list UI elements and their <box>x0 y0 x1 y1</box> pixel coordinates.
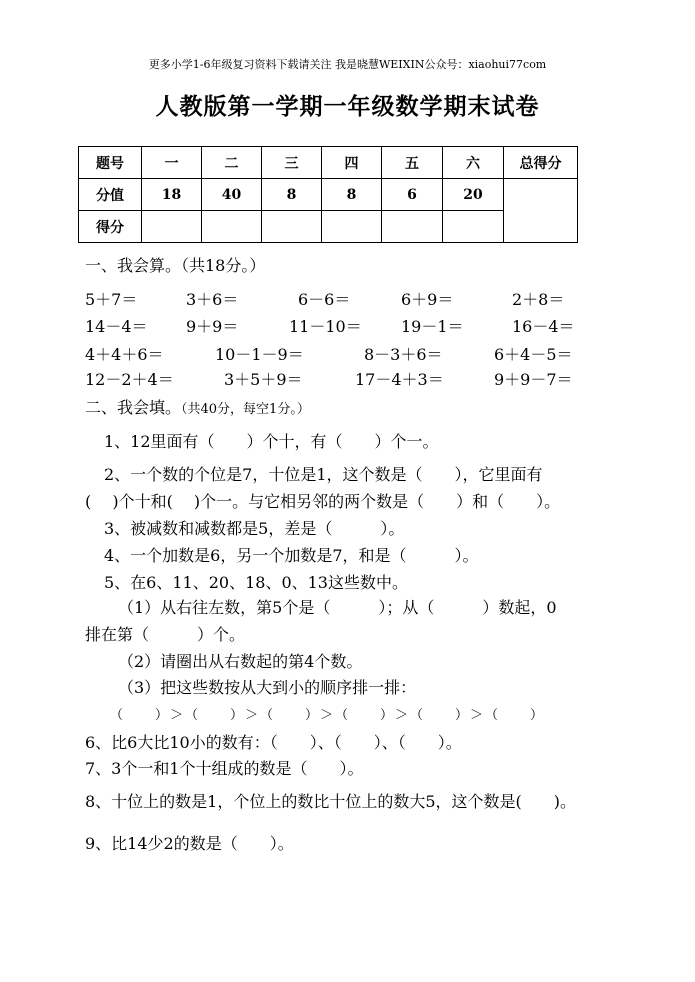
calc-item: 19－1＝ <box>401 317 464 336</box>
calc-item: 17－4＋3＝ <box>355 370 444 389</box>
calc-item: 6－6＝ <box>298 290 351 309</box>
header-cell: 五 <box>382 147 443 179</box>
score-table-score-row <box>79 211 578 243</box>
ordering-blanks: （ ）＞（ ）＞（ ）＞（ ）＞（ ）＞（ ） <box>110 708 546 723</box>
question-2-line2: ( )个十和( )个一。与它相另邻的两个数是（ ）和（ ）。 <box>85 492 561 511</box>
header-note: 更多小学1-6年级复习资料下载请关注 我是晓慧WEIXIN公众号：xiaohui77com <box>148 58 547 71</box>
question-5: 5、在6、11、20、18、0、13这些数中。 <box>104 573 408 592</box>
section2-heading-note: （共40分，每空1分。） <box>181 402 310 417</box>
header-cell: 题号 <box>79 147 142 179</box>
calc-item: 3＋6＝ <box>186 290 239 309</box>
score-table <box>78 146 578 243</box>
calc-item: 9＋9＝ <box>186 317 239 336</box>
value-cell: 6 <box>382 179 443 211</box>
section1-heading: 一、我会算。（共18分。） <box>85 256 266 275</box>
calc-item: 11－10＝ <box>289 317 362 336</box>
question-9: 9、比14少2的数是（ ）。 <box>85 834 294 853</box>
header-cell: 二 <box>202 147 262 179</box>
value-cell: 20 <box>443 179 504 211</box>
score-cell[interactable] <box>142 211 202 243</box>
calc-item: 16－4＝ <box>512 317 575 336</box>
question-5-1-line2: 排在第（ ）个。 <box>85 625 246 644</box>
value-cell: 8 <box>322 179 382 211</box>
section2-heading <box>85 395 310 418</box>
calc-item: 6＋4－5＝ <box>494 345 573 364</box>
calc-item: 10－1－9＝ <box>215 345 304 364</box>
score-cell[interactable] <box>202 211 262 243</box>
calc-item: 4＋4＋6＝ <box>85 345 164 364</box>
value-label: 分值 <box>79 179 142 211</box>
score-cell[interactable] <box>262 211 322 243</box>
calc-item: 2＋8＝ <box>512 290 565 309</box>
score-table-value-row <box>79 179 578 211</box>
header-cell: 总得分 <box>504 147 578 179</box>
score-cell[interactable] <box>382 211 443 243</box>
value-cell: 8 <box>262 179 322 211</box>
header-cell: 三 <box>262 147 322 179</box>
header-cell: 六 <box>443 147 504 179</box>
calc-item: 3＋5＋9＝ <box>224 370 303 389</box>
question-2-line1: 2、一个数的个位是7，十位是1，这个数是（ ），它里面有 <box>104 465 543 484</box>
question-3: 3、被减数和减数都是5，差是（ ）。 <box>104 519 405 538</box>
section2-heading-text: 二、我会填。 <box>85 398 182 417</box>
score-table-header-row <box>79 147 578 179</box>
calc-item: 6＋9＝ <box>401 290 454 309</box>
question-5-1-line1: （1）从右往左数，第5个是（ ）；从（ ）数起，0 <box>118 598 557 617</box>
question-7: 7、3个一和1个十组成的数是（ ）。 <box>85 759 364 778</box>
score-cell[interactable] <box>443 211 504 243</box>
score-cell[interactable] <box>322 211 382 243</box>
question-5-2: （2）请圈出从右数起的第4个数。 <box>118 652 363 671</box>
value-cell: 18 <box>142 179 202 211</box>
question-1: 1、12里面有（ ）个十，有（ ）个一。 <box>104 432 439 451</box>
header-cell: 四 <box>322 147 382 179</box>
calc-item: 8－3＋6＝ <box>364 345 443 364</box>
value-cell: 40 <box>202 179 262 211</box>
calc-item: 9＋9－7＝ <box>494 370 573 389</box>
page-title: 人教版第一学期一年级数学期末试卷 <box>155 93 540 120</box>
question-5-3: （3）把这些数按从大到小的顺序排一排： <box>118 678 417 697</box>
header-cell: 一 <box>142 147 202 179</box>
score-label: 得分 <box>79 211 142 243</box>
calc-item: 14－4＝ <box>85 317 148 336</box>
question-6: 6、比6大比10小的数有：（ ）、（ ）、（ ）。 <box>85 733 462 752</box>
calc-item: 12－2＋4＝ <box>85 370 174 389</box>
calc-item: 5＋7＝ <box>85 290 138 309</box>
question-4: 4、一个加数是6，另一个加数是7，和是（ ）。 <box>104 546 479 565</box>
total-score-cell[interactable] <box>504 179 578 243</box>
question-8: 8、十位上的数是1，个位上的数比十位上的数大5，这个数是( )。 <box>85 792 577 811</box>
